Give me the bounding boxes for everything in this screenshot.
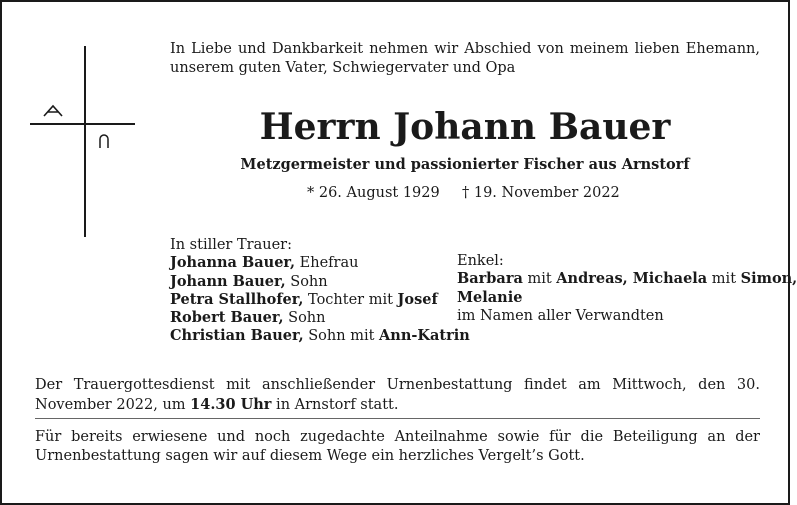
cross-bar bbox=[30, 123, 135, 125]
grandchildren-list bbox=[457, 252, 797, 325]
relatives-line: im Namen aller Verwandten bbox=[457, 307, 664, 324]
mourners-list bbox=[170, 236, 470, 346]
service-announcement: Der Trauergottesdienst mit anschließender Urnenbestattung findet am Mittwoch, den 30. November 2022, um 14.30 Uhr in Arnstorf statt. bbox=[35, 377, 760, 413]
death-date: † 19. November 2022 bbox=[462, 185, 620, 201]
mourners-heading: In stiller Trauer: bbox=[170, 237, 292, 253]
mourner-entry: Johann Bauer, Sohn bbox=[170, 272, 328, 290]
mourner-entry: Robert Bauer, Sohn bbox=[170, 309, 326, 327]
cross-icon bbox=[84, 46, 86, 237]
service-time: 14.30 Uhr bbox=[190, 396, 272, 413]
intro-text: In Liebe und Dankbarkeit nehmen wir Abschied von meinem lieben Ehemann, unserem guten Vater, Schwiegervater und Opa bbox=[170, 41, 760, 76]
mourner-entry: Johanna Bauer, Ehefrau bbox=[170, 254, 359, 272]
grandchildren-line: Barbara mit Andreas, Michaela mit Simon, bbox=[457, 270, 797, 288]
thanks-text: Für bereits erwiesene und noch zugedachte Anteilnahme sowie für die Beteiligung an der Urnenbestattung sagen wir auf diesem Wege ein herzliches Vergelt’s Gott. bbox=[35, 429, 760, 464]
divider bbox=[35, 418, 760, 419]
alpha-icon bbox=[42, 104, 64, 118]
birth-date: * 26. August 1929 bbox=[307, 185, 440, 201]
grandchildren-heading: Enkel: bbox=[457, 253, 504, 269]
mourner-entry: Christian Bauer, Sohn mit Ann-Katrin bbox=[170, 327, 470, 345]
mourner-entry: Petra Stallhofer, Tochter mit Josef bbox=[170, 290, 438, 308]
deceased-name: Herrn Johann Bauer bbox=[259, 106, 671, 148]
omega-icon bbox=[97, 133, 111, 149]
grandchildren-line: Melanie bbox=[457, 288, 523, 306]
deceased-title: Metzgermeister und passionierter Fischer aus Arnstorf bbox=[240, 156, 690, 173]
